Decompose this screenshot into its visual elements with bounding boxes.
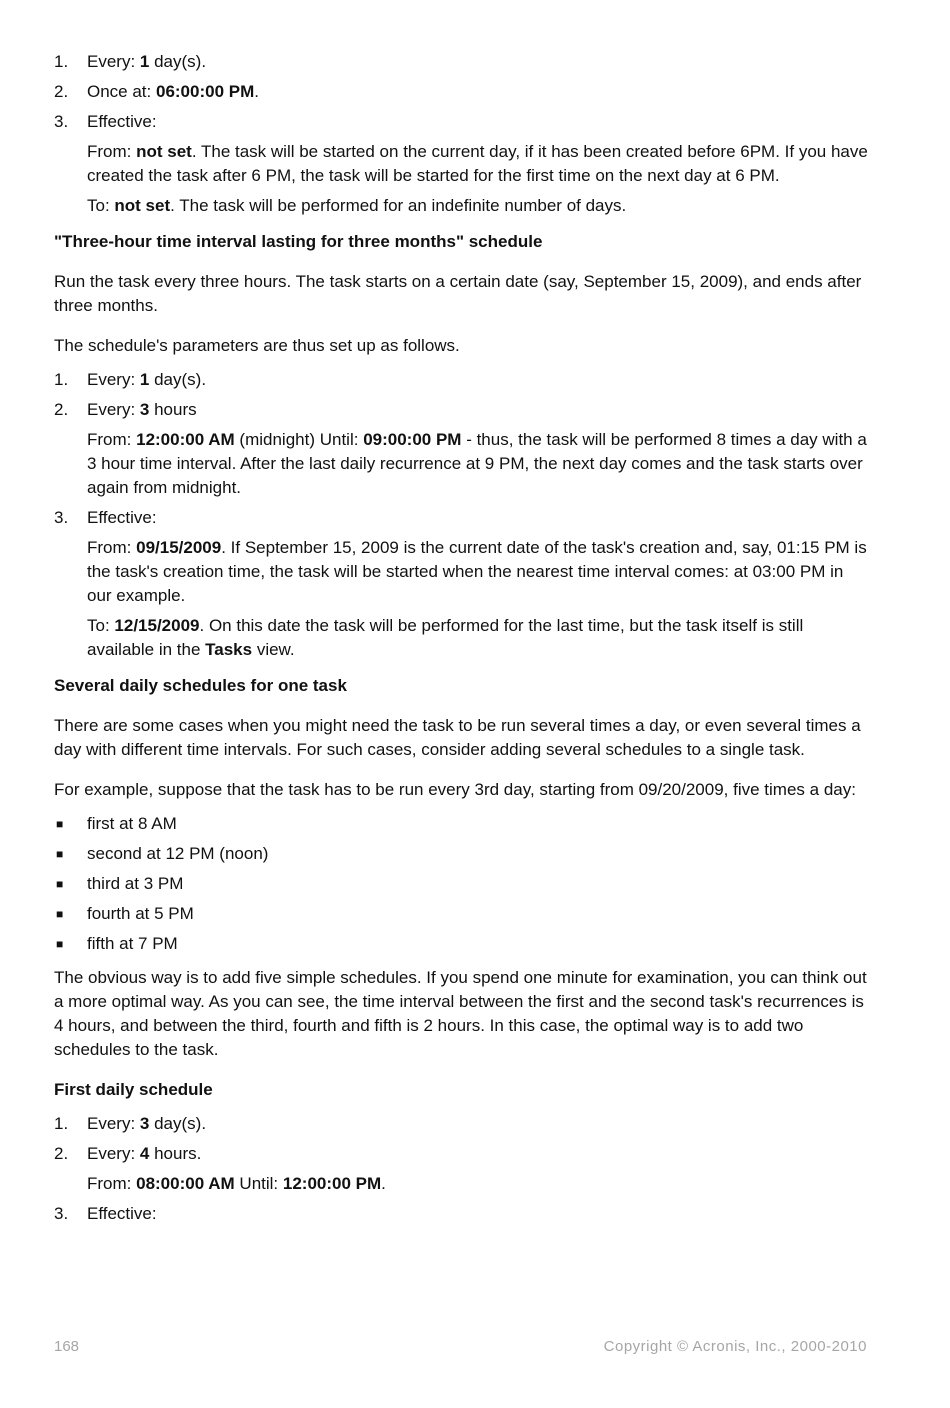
list-number: 2. xyxy=(54,82,69,101)
page-number: 168 xyxy=(54,1338,80,1355)
effective-to-text: To: not set. The task will be performed for an indefinite number of days. xyxy=(87,196,627,215)
section-heading: "Three-hour time interval lasting for three months" schedule xyxy=(54,232,543,251)
list-item: 1. Every: 1 day(s). xyxy=(54,368,869,392)
bullet-icon: ■ xyxy=(56,907,64,921)
bullet-icon: ■ xyxy=(56,877,64,891)
list-number: 1. xyxy=(54,52,69,71)
list-item: 1. Every: 3 day(s). xyxy=(54,1112,869,1136)
bullet-item: ■ third at 3 PM xyxy=(54,872,869,896)
effective-to-text: To: 12/15/2009. On this date the task will be performed for the last time, but the task itself is still available in the Tasks view. xyxy=(87,616,804,659)
list-item: 2. Every: 4 hours. xyxy=(54,1142,869,1166)
interval-from-text: From: 12:00:00 AM (midnight) Until: 09:00:00 PM - thus, the task will be performed 8 times a day with a 3 hour time interval. After the last daily recurrence at 9 PM, the next day comes and the task starts over again from midnight. xyxy=(87,430,867,497)
list-item: 3. Effective: xyxy=(54,1202,869,1226)
effective-from-text: From: not set. The task will be started on the current day, if it has been created before 6PM. If you have created the task after 6 PM, the task will be started for the first time on the next day at 6 PM. xyxy=(87,142,868,185)
bullet-icon: ■ xyxy=(56,817,64,831)
list-number: 2. xyxy=(54,1144,69,1163)
interval-from-text: From: 08:00:00 AM Until: 12:00:00 PM. xyxy=(87,1174,386,1193)
list-number: 3. xyxy=(54,112,69,131)
list-number: 2. xyxy=(54,400,69,419)
document-page xyxy=(54,50,869,1232)
list-number: 3. xyxy=(54,1204,69,1223)
bullet-item: ■ first at 8 AM xyxy=(54,812,869,836)
bullet-icon: ■ xyxy=(56,937,64,951)
list-item: 1. Every: 1 day(s). xyxy=(54,50,869,74)
bullet-item: ■ second at 12 PM (noon) xyxy=(54,842,869,866)
effective-from-text: From: 09/15/2009. If September 15, 2009 is the current date of the task's creation and, say, 01:15 PM is the task's creation time, the task will be started when the nearest time interval comes: at 03:00 PM in our example. xyxy=(87,538,867,605)
paragraph: There are some cases when you might need the task to be run several times a day, or even several times a day with different time intervals. For such cases, consider adding several schedules to a single task. xyxy=(54,716,861,759)
paragraph: The schedule's parameters are thus set up as follows. xyxy=(54,336,460,355)
paragraph: For example, suppose that the task has to be run every 3rd day, starting from 09/20/2009, five times a day: xyxy=(54,780,856,799)
paragraph: Run the task every three hours. The task starts on a certain date (say, September 15, 2009), and ends after three months. xyxy=(54,272,862,315)
section-heading: First daily schedule xyxy=(54,1080,213,1099)
section-heading: Several daily schedules for one task xyxy=(54,676,347,695)
list-number: 1. xyxy=(54,370,69,389)
paragraph: The obvious way is to add five simple schedules. If you spend one minute for examination, you can think out a more optimal way. As you can see, the time interval between the first and the second task's recurrences is 4 hours, and between the third, fourth and fifth is 2 hours. In this case, the optimal way is to add two schedules to the task. xyxy=(54,968,867,1059)
list-item: 3. Effective: xyxy=(54,110,869,134)
copyright-notice: Copyright © Acronis, Inc., 2000-2010 xyxy=(603,1338,867,1355)
list-number: 3. xyxy=(54,508,69,527)
list-item: 3. Effective: xyxy=(54,506,869,530)
list-item: 2. Once at: 06:00:00 PM. xyxy=(54,80,869,104)
bullet-item: ■ fifth at 7 PM xyxy=(54,932,869,956)
bullet-icon: ■ xyxy=(56,847,64,861)
bullet-item: ■ fourth at 5 PM xyxy=(54,902,869,926)
list-item: 2. Every: 3 hours xyxy=(54,398,869,422)
list-number: 1. xyxy=(54,1114,69,1133)
